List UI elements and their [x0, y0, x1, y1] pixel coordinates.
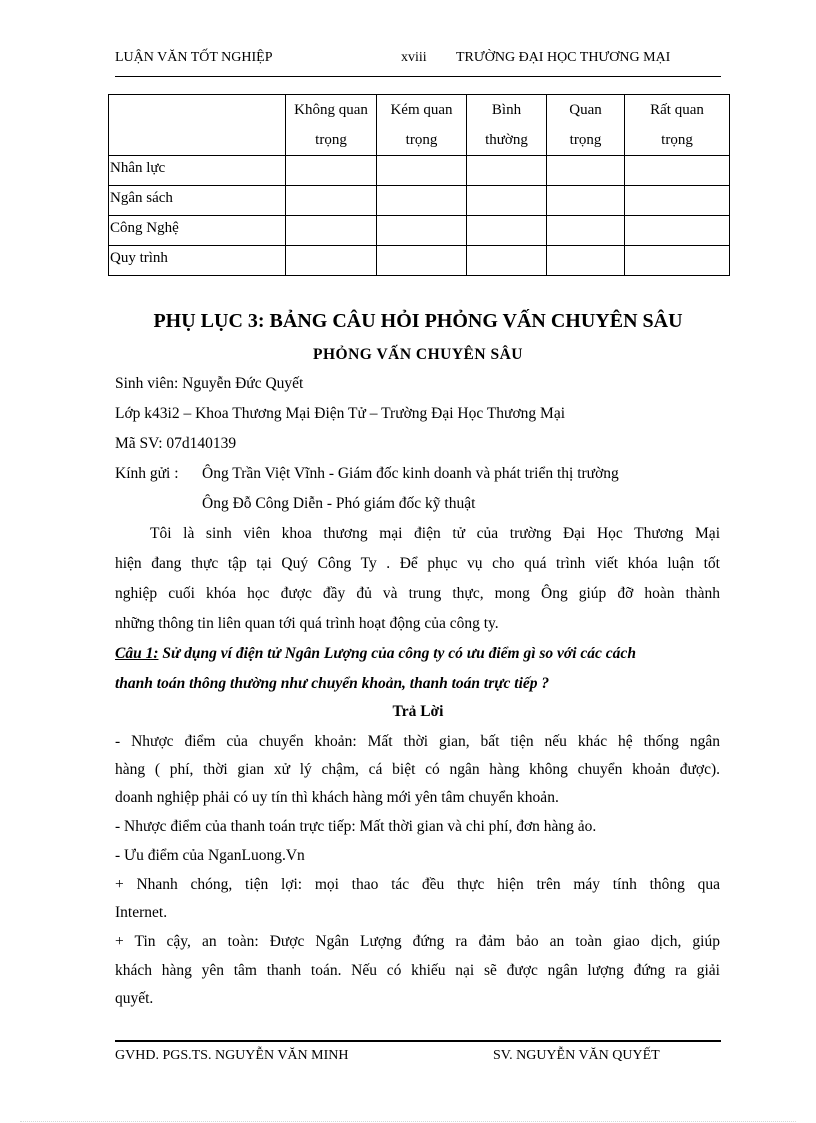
- page-bottom-border: [20, 1121, 796, 1122]
- table-row: [109, 156, 730, 186]
- column-header: Quan trọng: [547, 95, 625, 156]
- question-text-2: thanh toán thông thường như chuyển khoản, thanh toán trực tiếp ?: [115, 675, 550, 692]
- appendix-title: PHỤ LỤC 3: BẢNG CÂU HỎI PHỎNG VẤN CHUYÊN SÂU: [153, 310, 683, 332]
- intro-line: hiện đang thực tập tại Quý Công Ty . Để phục vụ cho quá trình viết khóa luận tốt: [115, 555, 720, 572]
- footer-rule: [115, 1040, 721, 1042]
- interview-subtitle: PHỎNG VẤN CHUYÊN SÂU: [313, 346, 523, 363]
- table-cell: [467, 186, 547, 216]
- recipient-1: Ông Trần Việt Vĩnh - Giám đốc kinh doanh và phát triển thị trường: [202, 465, 619, 482]
- answer-line: doanh nghiệp phải có uy tín thì khách hàng mới yên tâm chuyển khoản.: [115, 789, 559, 806]
- table-cell: [286, 186, 377, 216]
- table-cell: [377, 156, 467, 186]
- table-cell: [625, 216, 730, 246]
- rating-table: [108, 94, 730, 276]
- student-class: Lớp k43i2 – Khoa Thương Mại Điện Tử – Trường Đại Học Thương Mại: [115, 405, 565, 422]
- answer-line: Internet.: [115, 904, 168, 921]
- answer-line: quyết.: [115, 990, 154, 1007]
- answer-line: khách hàng yên tâm thanh toán. Nếu có khiếu nại sẽ được ngân lượng đứng ra giải: [115, 962, 720, 979]
- answer-line: hàng ( phí, thời gian xử lý chậm, cá biệt có ngân hàng không chuyển khoản được).: [115, 761, 720, 778]
- table-cell: [377, 216, 467, 246]
- intro-line: nghiệp cuối khóa học được đầy đủ và trung thực, mong Ông giúp đỡ hoàn thành: [115, 585, 720, 602]
- row-label: Nhân lực: [109, 156, 286, 186]
- answer-heading: Trả Lời: [392, 703, 444, 720]
- header-right: TRƯỜNG ĐẠI HỌC THƯƠNG MẠI: [456, 50, 671, 65]
- student-id: Mã SV: 07d140139: [115, 435, 237, 452]
- table-cell: [547, 246, 625, 276]
- column-header: Kém quan trọng: [377, 95, 467, 156]
- answer-line: - Nhược điểm của thanh toán trực tiếp: Mất thời gian và chi phí, đơn hàng ảo.: [115, 818, 597, 835]
- question-label: Câu 1:: [115, 645, 159, 662]
- table-cell: [467, 216, 547, 246]
- question-line-1: [115, 645, 636, 663]
- table-cell: [377, 186, 467, 216]
- table-cell: [625, 156, 730, 186]
- table-header-row: [109, 95, 730, 156]
- answer-line: - Nhược điểm của chuyển khoản: Mất thời gian, bất tiện nếu khác hệ thống ngân: [115, 733, 720, 750]
- recipient-2: Ông Đỗ Công Diễn - Phó giám đốc kỹ thuật: [202, 495, 476, 512]
- header-left: LUẬN VĂN TỐT NGHIỆP: [115, 50, 273, 65]
- table-cell: [547, 156, 625, 186]
- intro-line: những thông tin liên quan tới quá trình hoạt động của công ty.: [115, 615, 499, 632]
- table-corner-cell: [109, 95, 286, 156]
- table-cell: [467, 246, 547, 276]
- row-label: Quy trình: [109, 246, 286, 276]
- answer-line: + Nhanh chóng, tiện lợi: mọi thao tác đều thực hiện trên máy tính thông qua: [115, 876, 720, 893]
- table-row: [109, 186, 730, 216]
- row-label: Ngân sách: [109, 186, 286, 216]
- table-cell: [286, 156, 377, 186]
- intro-line: Tôi là sinh viên khoa thương mại điện tử của trường Đại Học Thương Mại: [150, 525, 720, 542]
- column-header: Rất quan trọng: [625, 95, 730, 156]
- table-row: [109, 246, 730, 276]
- answer-line: - Ưu điểm của NganLuong.Vn: [115, 847, 305, 864]
- footer-student: SV. NGUYỄN VĂN QUYẾT: [493, 1048, 660, 1063]
- student-name: Sinh viên: Nguyễn Đức Quyết: [115, 375, 304, 392]
- header-page-number: xviii: [401, 50, 427, 65]
- column-header: Không quan trọng: [286, 95, 377, 156]
- row-label: Công Nghệ: [109, 216, 286, 246]
- to-label: Kính gửi :: [115, 465, 179, 482]
- footer-advisor: GVHD. PGS.TS. NGUYỄN VĂN MINH: [115, 1048, 349, 1063]
- table-cell: [286, 216, 377, 246]
- answer-line: + Tin cậy, an toàn: Được Ngân Lượng đứng ra đảm bảo an toàn giao dịch, giúp: [115, 933, 720, 950]
- table-cell: [467, 156, 547, 186]
- header-rule: [115, 76, 721, 77]
- table-cell: [625, 246, 730, 276]
- column-header: Bình thường: [467, 95, 547, 156]
- table-cell: [547, 186, 625, 216]
- question-text-1: Sử dụng ví điện tử Ngân Lượng của công ty có ưu điểm gì so với các cách: [162, 645, 636, 662]
- table-cell: [377, 246, 467, 276]
- table-cell: [286, 246, 377, 276]
- table-row: [109, 216, 730, 246]
- table-cell: [547, 216, 625, 246]
- table-cell: [625, 186, 730, 216]
